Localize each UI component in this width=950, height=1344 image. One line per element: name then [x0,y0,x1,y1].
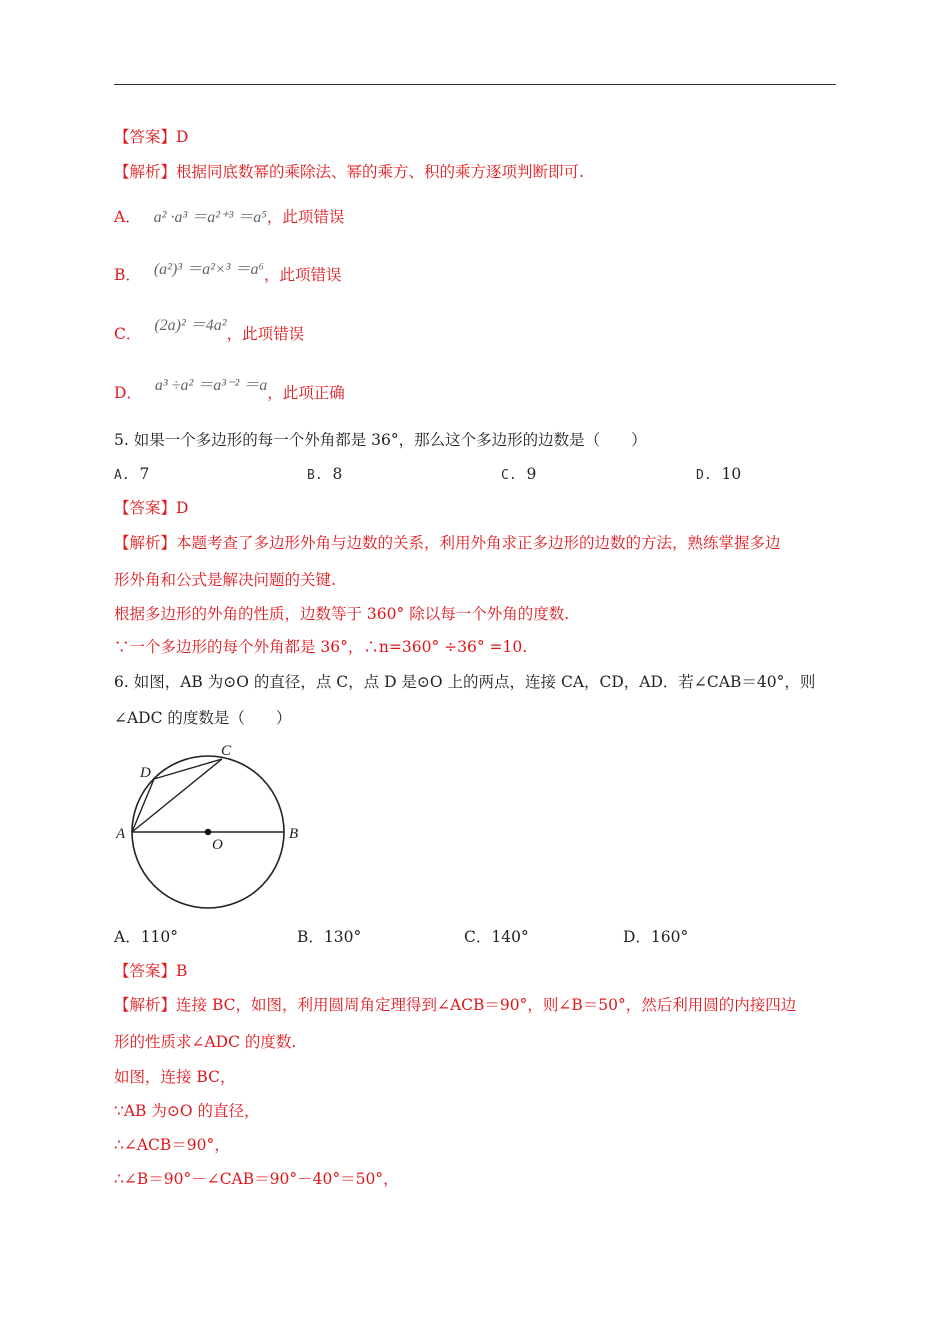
q6-stem-line1: 6. 如图，AB 为⊙O 的直径，点 C，点 D 是⊙O 上的两点，连接 CA，CD，AD．若∠CAB＝40°，则 [114,673,816,691]
q6-analysis-line2: 形的性质求∠ADC 的度数. [114,1033,297,1051]
option-letter: A. [114,468,130,483]
q6-option-c: C．140° [464,928,529,946]
q6-option-a: A．110° [114,928,179,946]
item-letter: D． [114,384,142,402]
math-expression: a² ·a³ ＝a²⁺³ ＝a⁵ [153,209,267,226]
answer-value: D [176,128,189,146]
q6-step4: ∴∠B＝90°－∠CAB＝90°－40°＝50°， [114,1170,399,1188]
answer-value: B [176,962,188,980]
option-letter: C. [501,468,517,483]
item-letter: B． [114,266,141,284]
q4-analysis [114,162,584,182]
analysis-label: 【解析】 [114,534,177,552]
analysis-label: 【解析】 [114,163,177,181]
q5-answer [114,498,188,518]
math-expression: (a²)³ ＝a²×³ ＝a⁶ [153,261,265,278]
option-value: 7 [139,465,150,483]
analysis-text: 根据同底数幂的乘除法、幂的乘方、积的乘方逐项判断即可. [176,163,584,181]
answer-label: 【答案】 [114,128,177,146]
analysis-label: 【解析】 [114,996,177,1014]
q5-analysis-line4: ∵一个多边形的每个外角都是 36°，∴n=360° ÷36° =10. [114,638,528,656]
q6-analysis-line1 [114,995,796,1015]
label-o: O [212,837,223,853]
option-value: 8 [332,465,343,483]
answer-label: 【答案】 [114,962,177,980]
label-b: B [289,826,299,842]
chord-ad [132,779,154,832]
option-value: 9 [526,465,537,483]
q5-option-b [307,464,342,486]
q6-option-d: D．160° [623,928,689,946]
analysis-text: 本题考查了多边形外角与边数的关系，利用外角求正多边形的边数的方法，熟练掌握多边 [176,534,781,552]
math-expression: a³ ÷a² ＝a³⁻² ＝a [154,377,268,394]
q6-step3: ∴∠ACB＝90°， [114,1136,230,1154]
q5-analysis-line3: 根据多边形的外角的性质，边数等于 360° 除以每一个外角的度数. [114,605,570,623]
q5-stem: 5. 如果一个多边形的每一个外角都是 36°，那么这个多边形的边数是（ ） [114,431,647,449]
label-c: C [221,743,232,759]
math-expression: (2a)² ＝4a² [154,317,227,334]
item-letter: C． [114,325,142,343]
q6-stem-line2: ∠ADC 的度数是（ ） [114,709,292,727]
answer-value: D [176,499,189,517]
item-verdict: ，此项错误 [264,266,342,284]
q4-item-b [114,261,342,286]
label-d: D [140,765,151,781]
analysis-text: 连接 BC，如图，利用圆周角定理得到∠ACB＝90°，则∠B＝50°，然后利用圆的内接四边 [176,996,797,1014]
label-a: A [116,826,126,842]
item-verdict: ，此项错误 [266,208,345,226]
q5-option-a [114,464,149,486]
option-letter: B. [307,468,323,483]
item-verdict: ，此项正确 [267,384,345,402]
q4-answer [114,127,188,147]
q5-analysis-line1 [114,533,781,553]
q4-item-a [114,207,344,228]
q6-step1: 如图，连接 BC， [114,1068,236,1086]
option-value: 10 [721,465,742,483]
q4-item-d [114,377,345,404]
circle-figure [112,735,312,915]
q6-answer [114,961,187,981]
center-point [205,829,211,835]
header-rule [114,84,836,85]
item-letter: A． [114,208,141,226]
q5-option-d [696,464,741,486]
q4-item-c [114,317,305,345]
item-verdict: ，此项错误 [226,325,305,343]
q5-analysis-line2: 形外角和公式是解决问题的关键. [114,571,336,589]
q6-step2: ∵AB 为⊙O 的直径， [114,1102,260,1120]
q6-option-b: B．130° [297,928,362,946]
option-letter: D. [696,468,712,483]
answer-label: 【答案】 [114,499,177,517]
q5-option-c [501,464,536,486]
